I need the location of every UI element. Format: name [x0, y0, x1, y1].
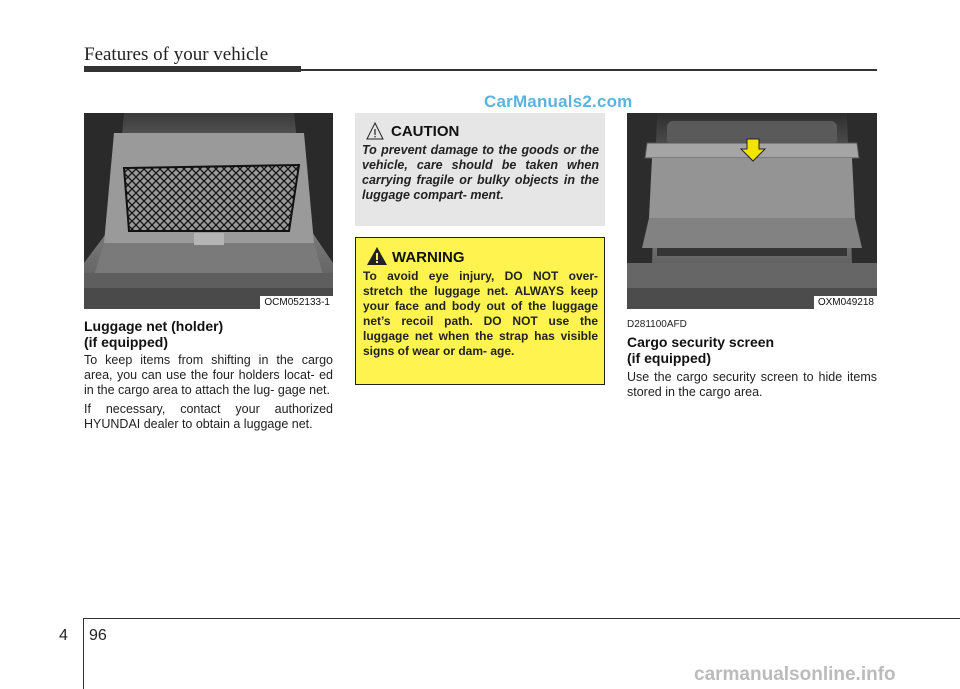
warning-box [355, 237, 605, 385]
warning-triangle-filled-icon [366, 246, 388, 271]
cargo-screen-heading [627, 334, 774, 366]
luggage-net-heading-line1: Luggage net (holder) [84, 318, 224, 334]
page-number: 96 [89, 627, 107, 644]
caution-box [355, 113, 605, 226]
luggage-net-heading [84, 318, 223, 350]
warning-text: To avoid eye injury, DO NOT over- stretch the luggage net. ALWAYS keep your face and body out of the luggage net’s recoil path. DO NOT use the luggage net when the strap has visible signs of wear or dam- age. [363, 269, 598, 358]
footer-vertical-rule [83, 618, 84, 689]
watermark-bottom: carmanualsonline.info [694, 664, 896, 685]
luggage-net-heading-line2: (if equipped) [84, 334, 168, 350]
photo-code-right: OXM049218 [814, 296, 877, 309]
luggage-net-paragraph-2: If necessary, contact your authorized HYUNDAI dealer to obtain a luggage net. [84, 402, 333, 431]
page-header-title: Features of your vehicle [84, 44, 269, 65]
page-section-number: 4 [59, 627, 68, 644]
warning-title: WARNING [392, 249, 465, 266]
cargo-screen-heading-line1: Cargo security screen [627, 334, 775, 350]
caution-title: CAUTION [391, 123, 460, 140]
header-rule-thin [301, 69, 877, 71]
cargo-screen-body [627, 370, 877, 404]
luggage-net-body [84, 353, 333, 436]
luggage-net-paragraph-1: To keep items from shifting in the cargo area, you can use the four holders locat- ed in the cargo area to attach the lug- gage net. [84, 353, 333, 397]
cargo-screen-paragraph-1: Use the cargo security screen to hide items stored in the cargo area. [627, 370, 877, 399]
watermark-top: CarManuals2.com [484, 92, 633, 111]
footer-horizontal-rule [84, 618, 960, 619]
cargo-screen-photo [627, 113, 877, 309]
photo-code-left: OCM052133-1 [260, 296, 333, 309]
luggage-net-photo [84, 113, 333, 309]
header-rule-thick [84, 66, 301, 72]
cargo-screen-heading-line2: (if equipped) [627, 350, 711, 366]
cargo-screen-ref-code: D281100AFD [627, 319, 687, 330]
caution-text: To prevent damage to the goods or the vehicle, care should be taken when carrying fragile or bulky objects in the luggage compart- ment. [362, 143, 599, 202]
